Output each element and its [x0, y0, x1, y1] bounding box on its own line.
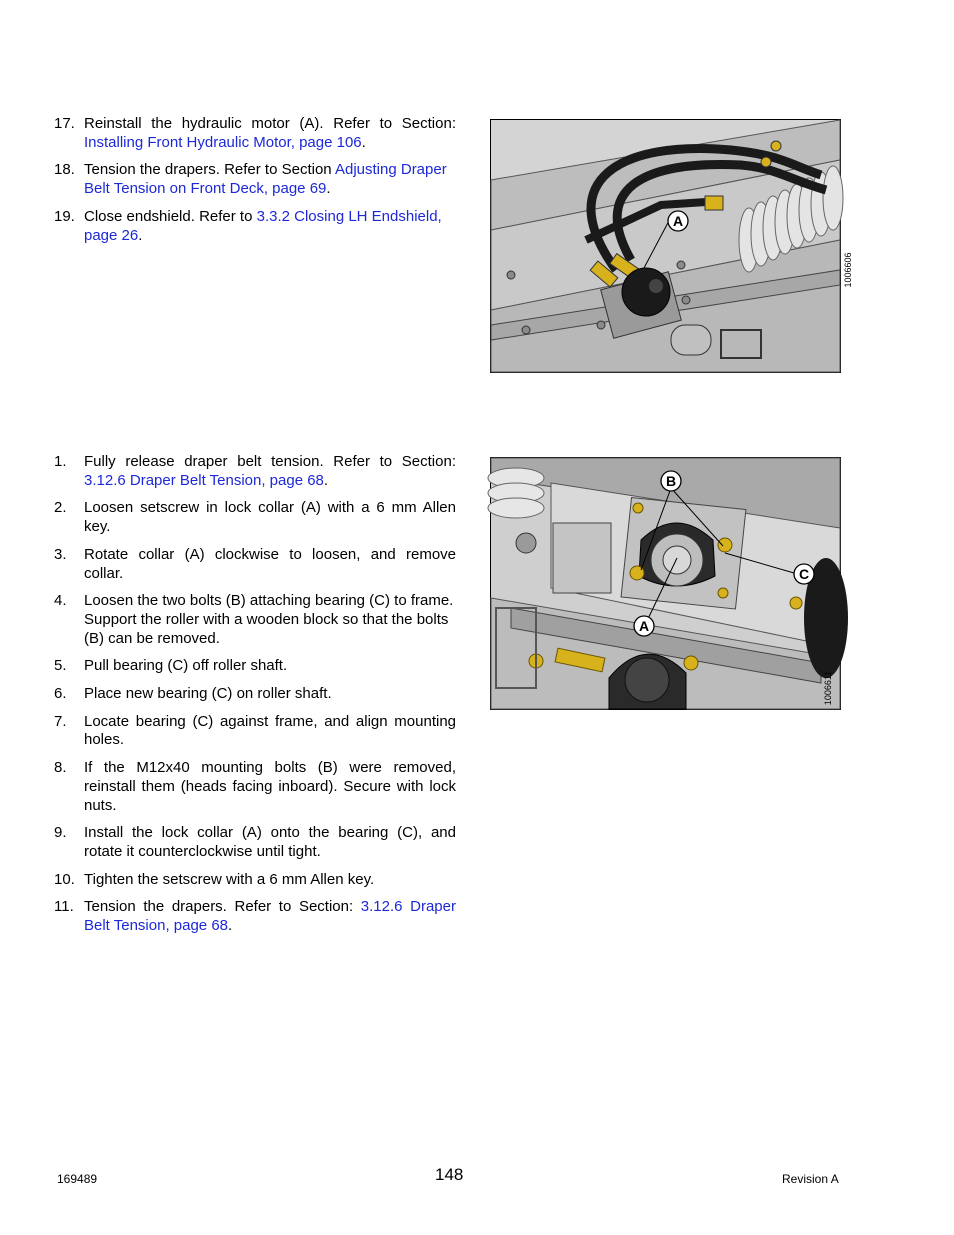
callout-a: A	[638, 618, 650, 634]
step-text: Tension the drapers. Refer to Section	[84, 161, 335, 179]
step-text: Locate bearing (C) against frame, and align mounting holes.	[84, 712, 456, 749]
roller-bearing-illustration	[491, 458, 840, 709]
step-7	[54, 713, 456, 750]
step-19	[54, 208, 456, 245]
step-text-end: .	[361, 133, 366, 151]
step-number: 9.	[54, 824, 67, 842]
step-number: 19.	[54, 207, 75, 225]
revision-label: Revision A	[782, 1172, 839, 1186]
step-number: 11.	[54, 898, 74, 916]
callout-a: A	[672, 213, 684, 229]
step-4	[54, 592, 456, 648]
step-number: 18.	[54, 161, 75, 179]
step-text-end: .	[326, 180, 331, 198]
step-3	[54, 546, 456, 583]
step-17	[54, 115, 456, 152]
xref-link-installing-front-hydraulic-motor[interactable]: Installing Front Hydraulic Motor, page 106	[84, 133, 362, 151]
figure-roller-bearing	[490, 457, 841, 710]
step-1	[54, 453, 456, 490]
doc-number: 169489	[57, 1172, 98, 1186]
step-text: Loosen the two bolts (B) attaching bearing (C) to frame. Support the roller with a wooden block so that the bolts (B) can be removed.	[84, 592, 454, 647]
figure-id: 1006606	[843, 252, 853, 288]
steps-list-1	[54, 115, 456, 245]
step-number: 1.	[54, 453, 67, 470]
hydraulic-motor-illustration	[491, 120, 853, 372]
step-text-end: .	[323, 471, 329, 489]
step-6	[54, 685, 456, 704]
callout-b: B	[665, 473, 677, 489]
step-number: 3.	[54, 545, 67, 563]
xref-link-adjusting-draper-belt-tension[interactable]: Adjusting Draper Belt Tension on Front Deck, page 69	[84, 161, 447, 198]
step-5	[54, 657, 456, 676]
step-number: 4.	[54, 592, 67, 610]
step-text: Place new bearing (C) on roller shaft.	[84, 685, 332, 703]
figure-hydraulic-motor	[490, 119, 853, 373]
step-text-end: .	[228, 917, 233, 935]
xref-link-draper-belt-tension[interactable]: 3.12.6 Draper Belt Tension, page 68	[84, 898, 456, 935]
step-9	[54, 824, 456, 861]
step-text-end: .	[138, 226, 143, 244]
step-number: 10.	[54, 870, 75, 888]
step-10	[54, 871, 456, 890]
step-number: 5.	[54, 657, 67, 675]
step-text: Close endshield. Refer to	[84, 207, 257, 225]
step-text: Tension the drapers. Refer to Section:	[84, 898, 361, 916]
step-number: 17.	[54, 115, 75, 132]
step-number: 8.	[54, 759, 67, 777]
step-8	[54, 759, 456, 815]
step-text: If the M12x40 mounting bolts (B) were removed, reinstall them (heads facing inboard). Secure with lock nuts.	[84, 759, 456, 814]
xref-link-draper-belt-tension[interactable]: 3.12.6 Draper Belt Tension, page 68	[84, 471, 324, 489]
step-text: Rotate collar (A) clockwise to loosen, and remove collar.	[84, 545, 456, 582]
step-number: 6.	[54, 685, 67, 703]
steps-list-2	[54, 453, 456, 936]
step-number: 7.	[54, 712, 67, 730]
step-2	[54, 499, 456, 536]
step-text: Install the lock collar (A) onto the bearing (C), and rotate it counterclockwise until tight.	[84, 824, 456, 860]
figure-id: 1006611	[823, 670, 833, 706]
step-text: Fully release draper belt tension. Refer to Section:	[84, 453, 456, 470]
step-text: Tighten the setscrew with a 6 mm Allen key.	[84, 870, 375, 888]
xref-link-closing-lh-endshield[interactable]: 3.3.2 Closing LH Endshield, page 26	[84, 207, 442, 244]
step-text: Pull bearing (C) off roller shaft.	[84, 657, 288, 675]
page-number: 148	[435, 1165, 464, 1184]
step-number: 2.	[54, 499, 67, 517]
step-11	[54, 898, 456, 935]
step-text: Loosen setscrew in lock collar (A) with a 6 mm Allen key.	[84, 499, 456, 536]
callout-c: C	[798, 566, 810, 582]
step-18	[54, 161, 456, 198]
step-text: Reinstall the hydraulic motor (A). Refer to Section:	[84, 115, 456, 132]
